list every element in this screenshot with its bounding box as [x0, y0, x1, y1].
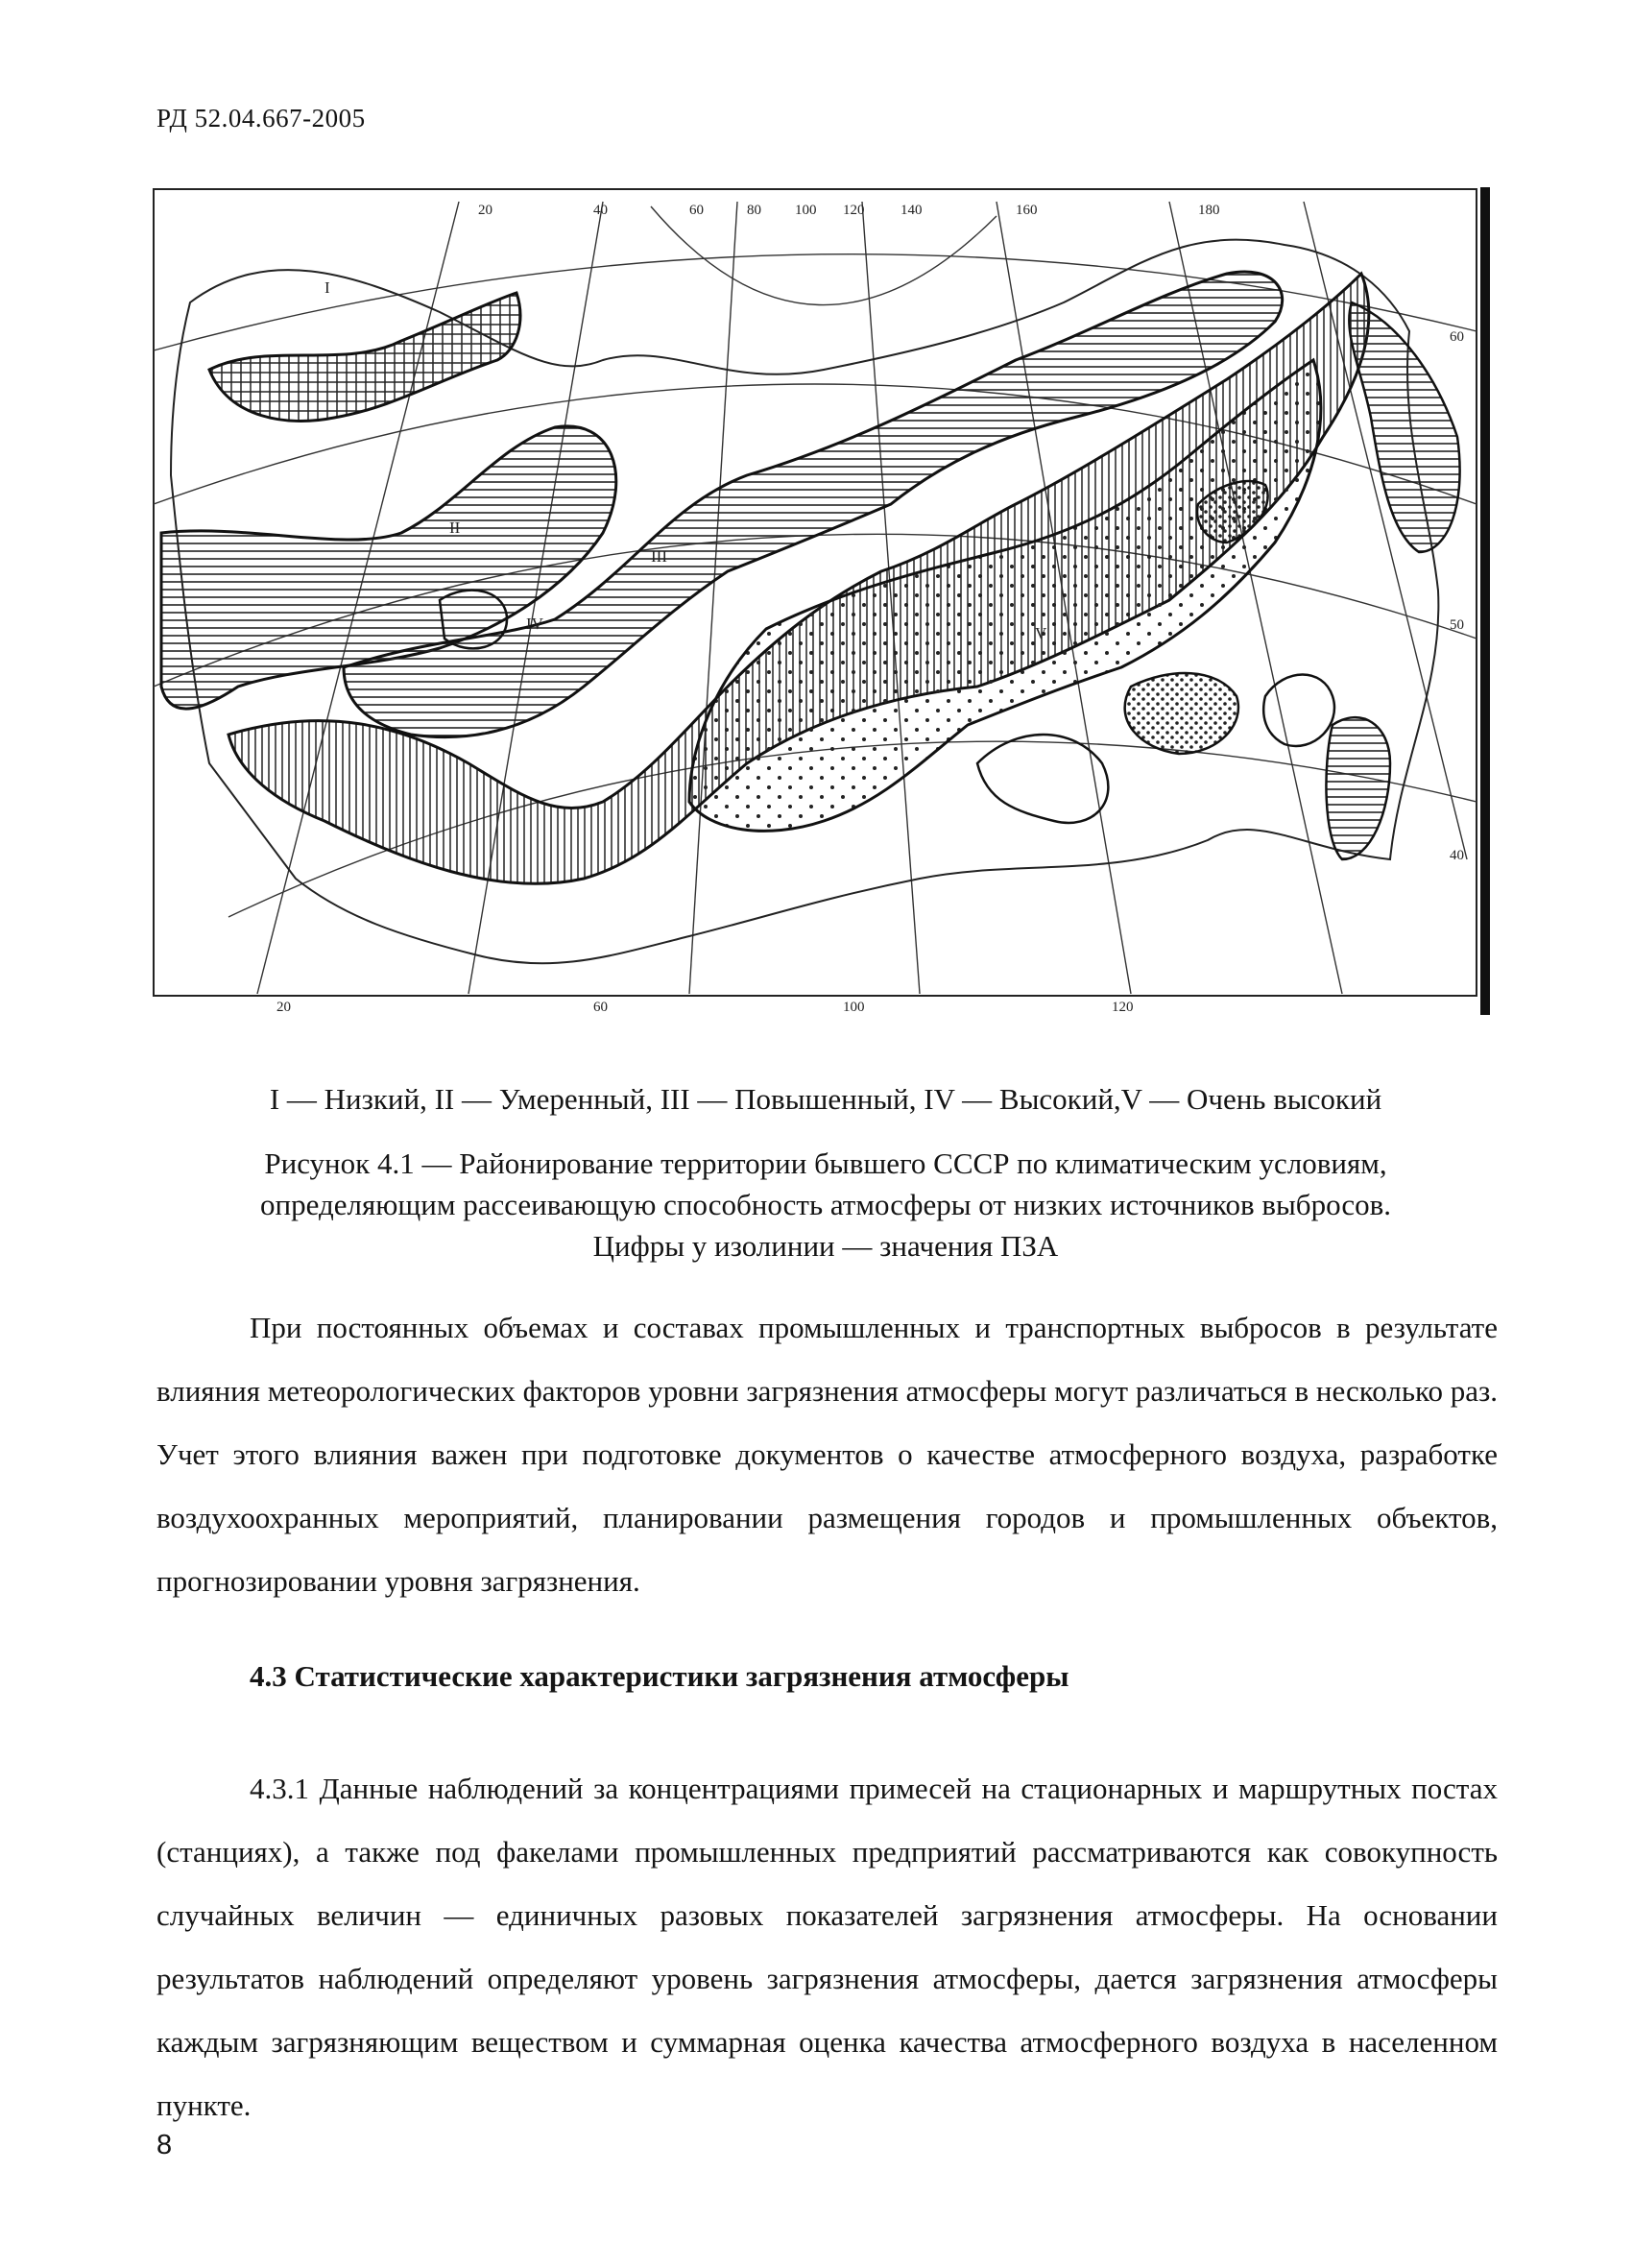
tick-label: 120: [1112, 1000, 1134, 1015]
zone-label: III: [651, 547, 667, 566]
tick-label: 180: [1198, 203, 1220, 218]
tick-label: 40: [593, 203, 608, 218]
page-number: 8: [156, 2130, 173, 2160]
tick-label: 20: [276, 1000, 291, 1015]
tick-label: 60: [1450, 329, 1464, 345]
tick-label: 100: [843, 1000, 865, 1015]
zone-label: IV: [526, 615, 543, 633]
tick-label: 160: [1016, 203, 1038, 218]
tick-label: 50: [1450, 617, 1464, 633]
tick-label: 20: [478, 203, 492, 218]
figure-legend: I — Низкий, II — Умеренный, III — Повышенный, IV — Высокий,V — Очень высокий: [269, 1082, 1382, 1116]
body-paragraph-2: 4.3.1 Данные наблюдений за концентрациями примесей на стационарных и маршрутных постах (станциях), а также под факелами промышленных предприятий рассматриваются как совокупность случайных величин — единичных разовых показателей загрязнения атмосферы. На основании результатов наблюдений определяют уровень загрязнения атмосферы, дается загрязнения атмосферы каждым загрязняющим веществом и суммарная оценка качества атмосферного воздуха в населенном пункте.: [156, 1772, 1498, 2122]
zone-label: I: [324, 278, 330, 297]
document-code-header: РД 52.04.667-2005: [156, 104, 366, 133]
caption-line: Цифры у изолинии — значения ПЗА: [592, 1229, 1059, 1263]
figure-caption: [154, 1143, 1498, 1267]
bottom-tick-labels: [276, 1000, 1134, 1015]
tick-label: 100: [795, 203, 817, 218]
tick-label: 60: [593, 1000, 608, 1015]
tick-label: 120: [843, 203, 865, 218]
caption-line: Рисунок 4.1 — Районирование территории бывшего СССР по климатическим условиям,: [264, 1146, 1387, 1180]
climate-zoning-map: [152, 187, 1491, 1015]
body-paragraph-1: При постоянных объемах и составах промышленных и транспортных выбросов в результате влияния метеорологических факторов уровни загрязнения атмосферы могут различаться в несколько раз. Учет этого влияния важен при подготовке документов о качестве атмосферного воздуха, разработке воздухоохранных мероприятий, планировании размещения городов и промышленных объектов, прогнозировании уровня загрязнения.: [156, 1311, 1498, 1598]
zone-label: II: [449, 519, 461, 537]
section-heading: 4.3 Статистические характеристики загрязнения атмосферы: [250, 1659, 1069, 1693]
caption-line: определяющим рассеивающую способность атмосферы от низких источников выбросов.: [260, 1188, 1391, 1221]
tick-label: 140: [901, 203, 923, 218]
tick-label: 80: [747, 203, 761, 218]
tick-label: 40: [1450, 848, 1464, 863]
zone-label: V: [1035, 624, 1047, 642]
tick-label: 60: [689, 203, 704, 218]
